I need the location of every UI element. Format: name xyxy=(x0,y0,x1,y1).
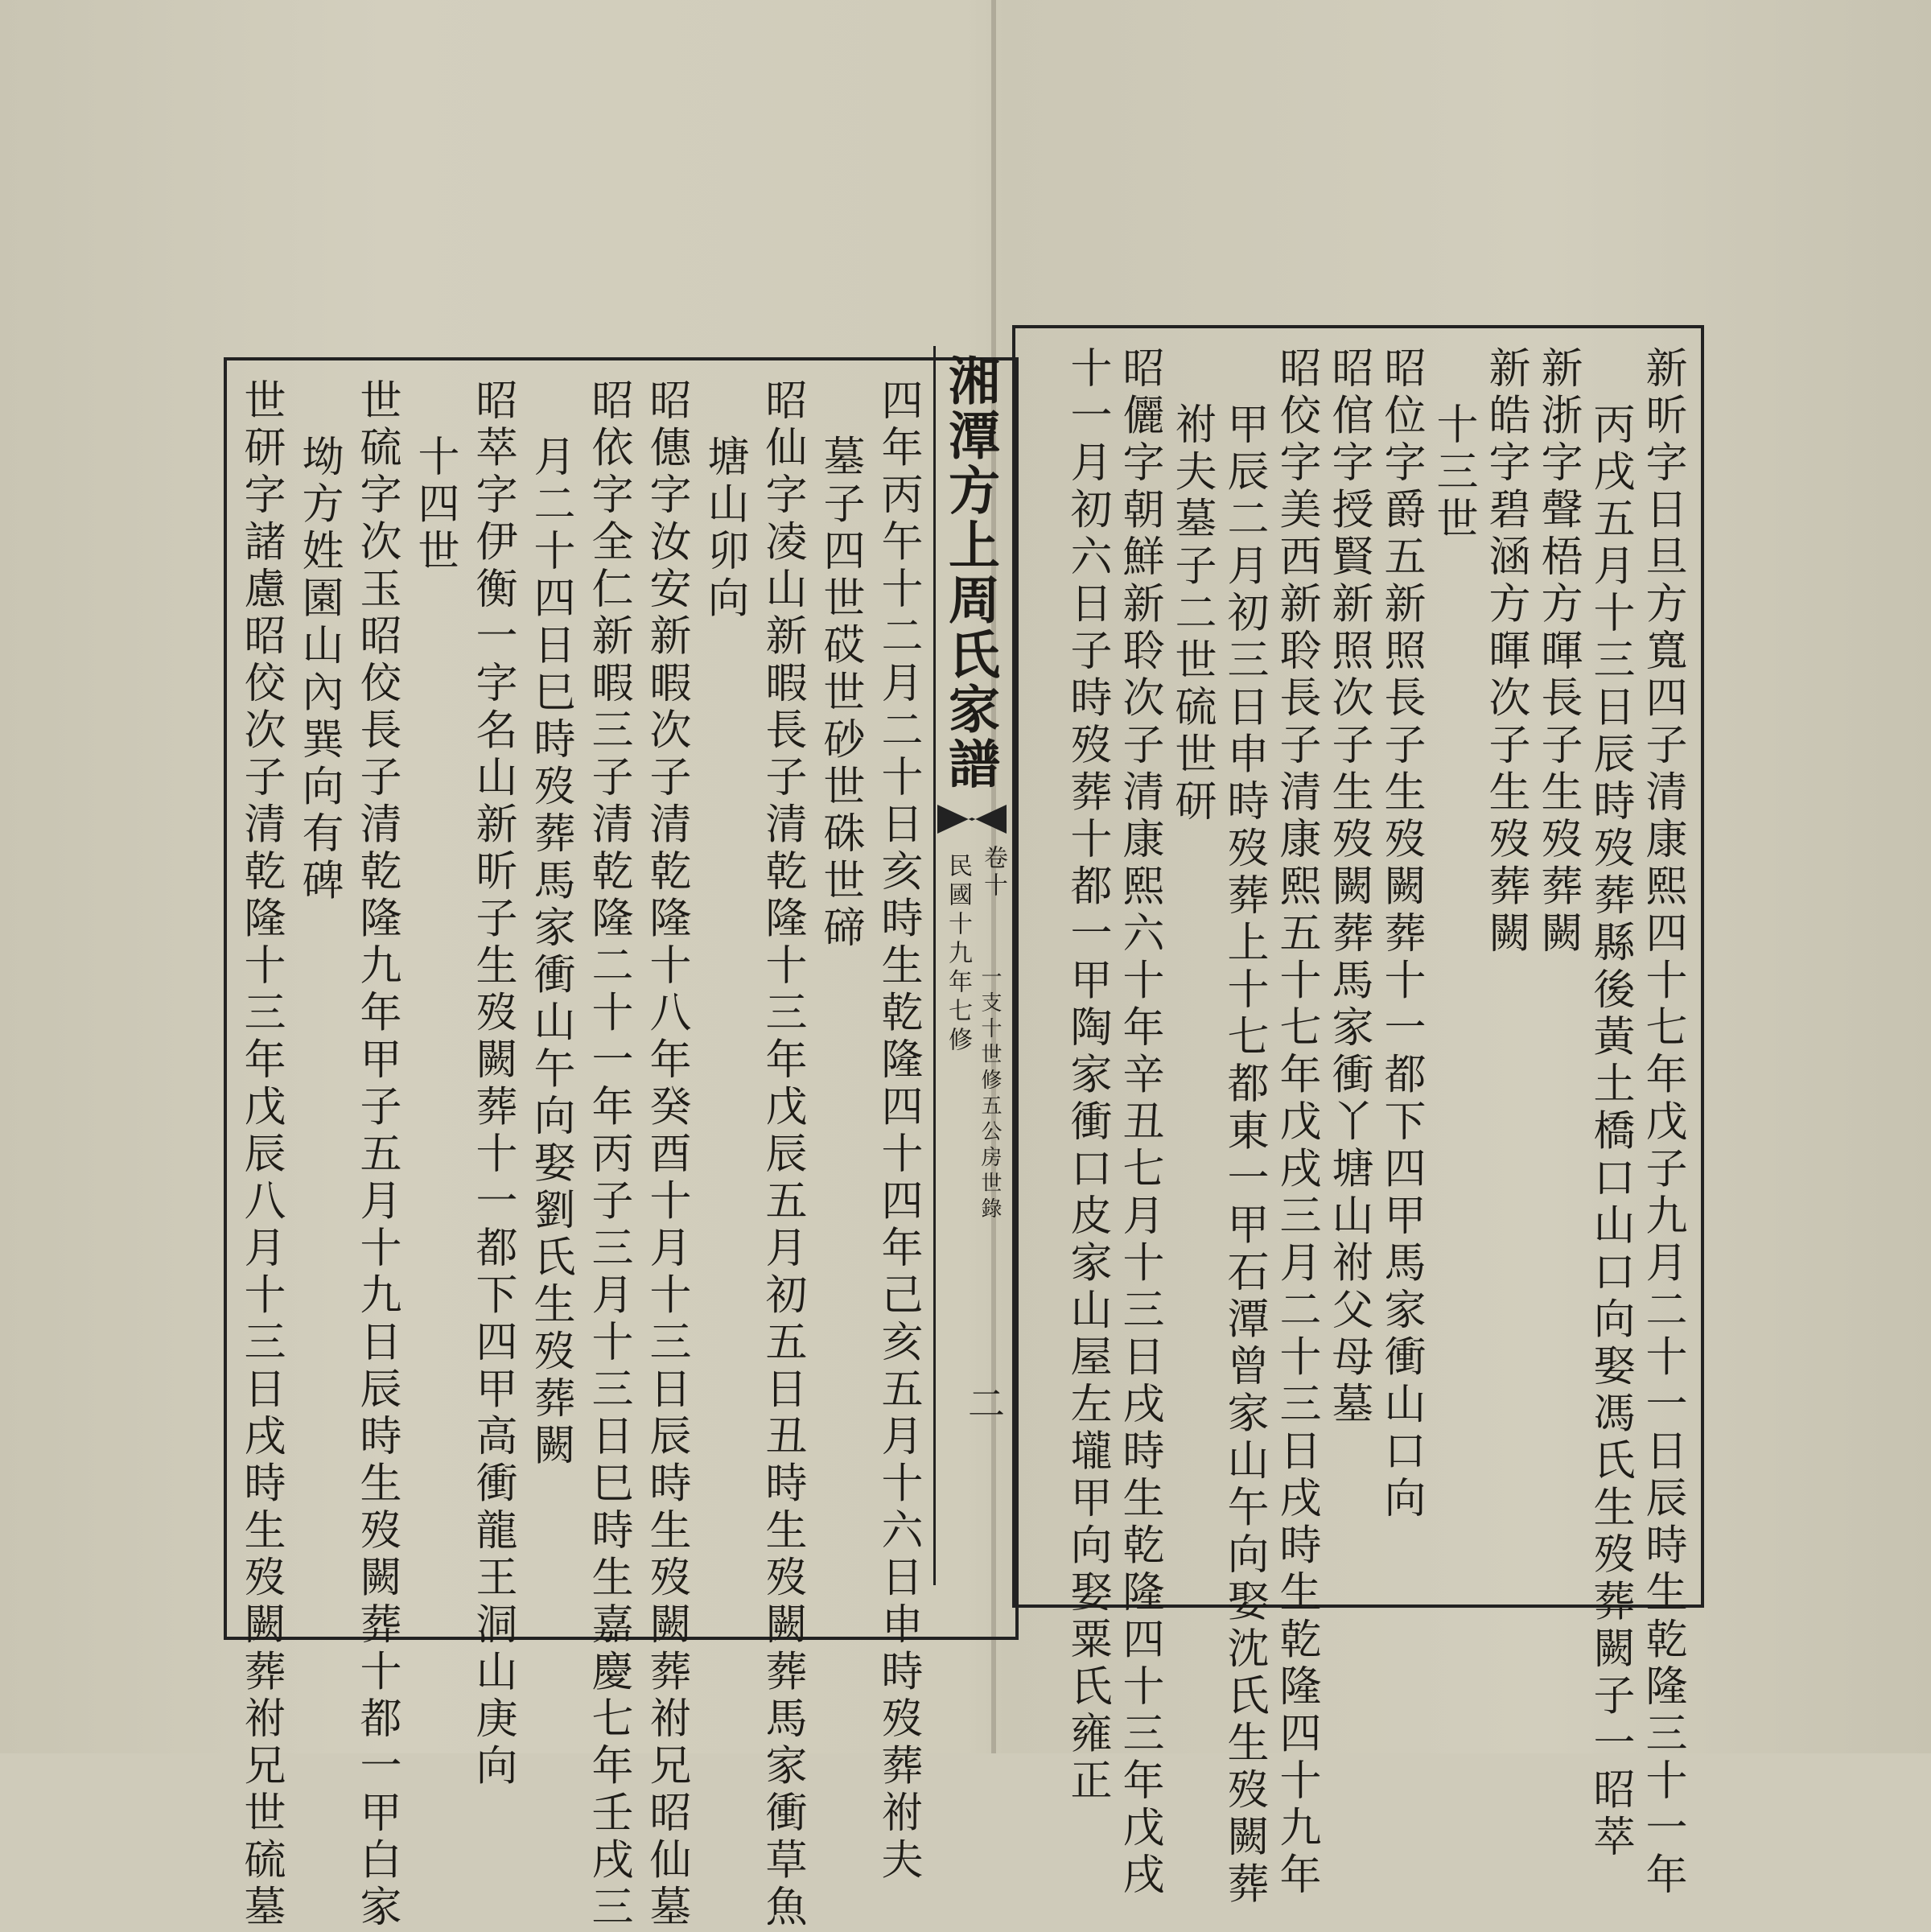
text-column: 世硫字次玉昭佼長子清乾隆九年甲子五月十九日辰時生歿闕葬十都一甲白家 xyxy=(352,378,401,1932)
text-column: 昭倌字授賢新照次子生歿闕葬馬家衝丫塘山祔父母墓 xyxy=(1324,346,1373,1429)
text-column: 昭依字全仁新暇三子清乾隆二十一年丙子三月十三日巳時生嘉慶七年壬戌三 xyxy=(584,378,632,1932)
fish-tail-mark-icon xyxy=(937,805,1007,834)
text-column: 新浙字聲梧方暉長子生歿葬闕 xyxy=(1534,346,1582,958)
text-column: 昭仙字凌山新暇長子清乾隆十三年戊辰五月初五日丑時生歿闕葬馬家衝草魚 xyxy=(758,378,806,1932)
text-column: 四年丙午十二月二十日亥時生乾隆四十四年己亥五月十六日申時歿葬祔夫 xyxy=(874,378,922,1885)
text-column: 十一月初六日子時歿葬十都一甲陶家衝口皮家山屋左壠甲向娶粟氏雍正 xyxy=(1063,346,1111,1806)
text-column: 祔夫墓子二世硫世研 xyxy=(1167,402,1216,826)
text-column: 昭儷字朝鮮新聆次子清康熙六十年辛丑七月十三日戌時生乾隆四十三年戊戌 xyxy=(1115,346,1163,1900)
text-column: 昭佼字美西新聆長子清康熙五十七年戊戌三月二十三日戌時生乾隆四十九年 xyxy=(1272,346,1320,1900)
spine-volume: 卷十 xyxy=(979,845,1007,900)
text-column: 昭僡字汝安新暇次子清乾隆十八年癸酉十月十三日辰時生歿闕葬祔兄昭仙墓 xyxy=(642,378,690,1932)
text-column: 新昕字日旦方寬四子清康熙四十七年戊子九月二十一日辰時生乾隆三十一年 xyxy=(1638,346,1686,1900)
text-column: 丙戌五月十三日辰時歿葬縣後黃土橋口山口向娶馮氏生歿葬闕子一昭萃 xyxy=(1586,402,1634,1862)
spine-title: 湘潭方上周氏家譜 xyxy=(940,354,1000,792)
spine-section: 一支十世修五公房世錄 xyxy=(978,966,1002,1223)
text-column: 月二十四日巳時歿葬馬家衝山午向娶劉氏生歿葬闕 xyxy=(526,435,574,1470)
text-column: 塘山卯向 xyxy=(700,435,748,623)
text-column: 新皓字碧涵方暉次子生歿葬闕 xyxy=(1481,346,1530,958)
text-column: 甲辰二月初三日申時歿葬上十七都東一甲石潭曾家山午向娶沈氏生歿闕葬 xyxy=(1220,402,1268,1909)
text-column: 昭位字爵五新照長子生歿闕葬十一都下四甲馬家衝山口向 xyxy=(1377,346,1425,1523)
spine-edition: 民國十九年七修 xyxy=(944,853,972,1056)
spine-page-number: 二 xyxy=(962,1384,1006,1421)
text-column: 十四世 xyxy=(410,435,459,576)
text-column: 墓子四世砹世砂世硃世碲 xyxy=(816,435,864,953)
text-column: 世研字諸慮昭佼次子清乾隆十三年戊辰八月十三日戌時生歿闕葬祔兄世硫墓 xyxy=(237,378,285,1932)
text-column: 坳方姓園山內巽向有碑 xyxy=(294,435,343,905)
text-column: 十三世 xyxy=(1429,402,1477,544)
text-column: 昭萃字伊衡一字名山新昕子生歿闕葬十一都下四甲高衝龍王洞山庚向 xyxy=(468,378,517,1790)
